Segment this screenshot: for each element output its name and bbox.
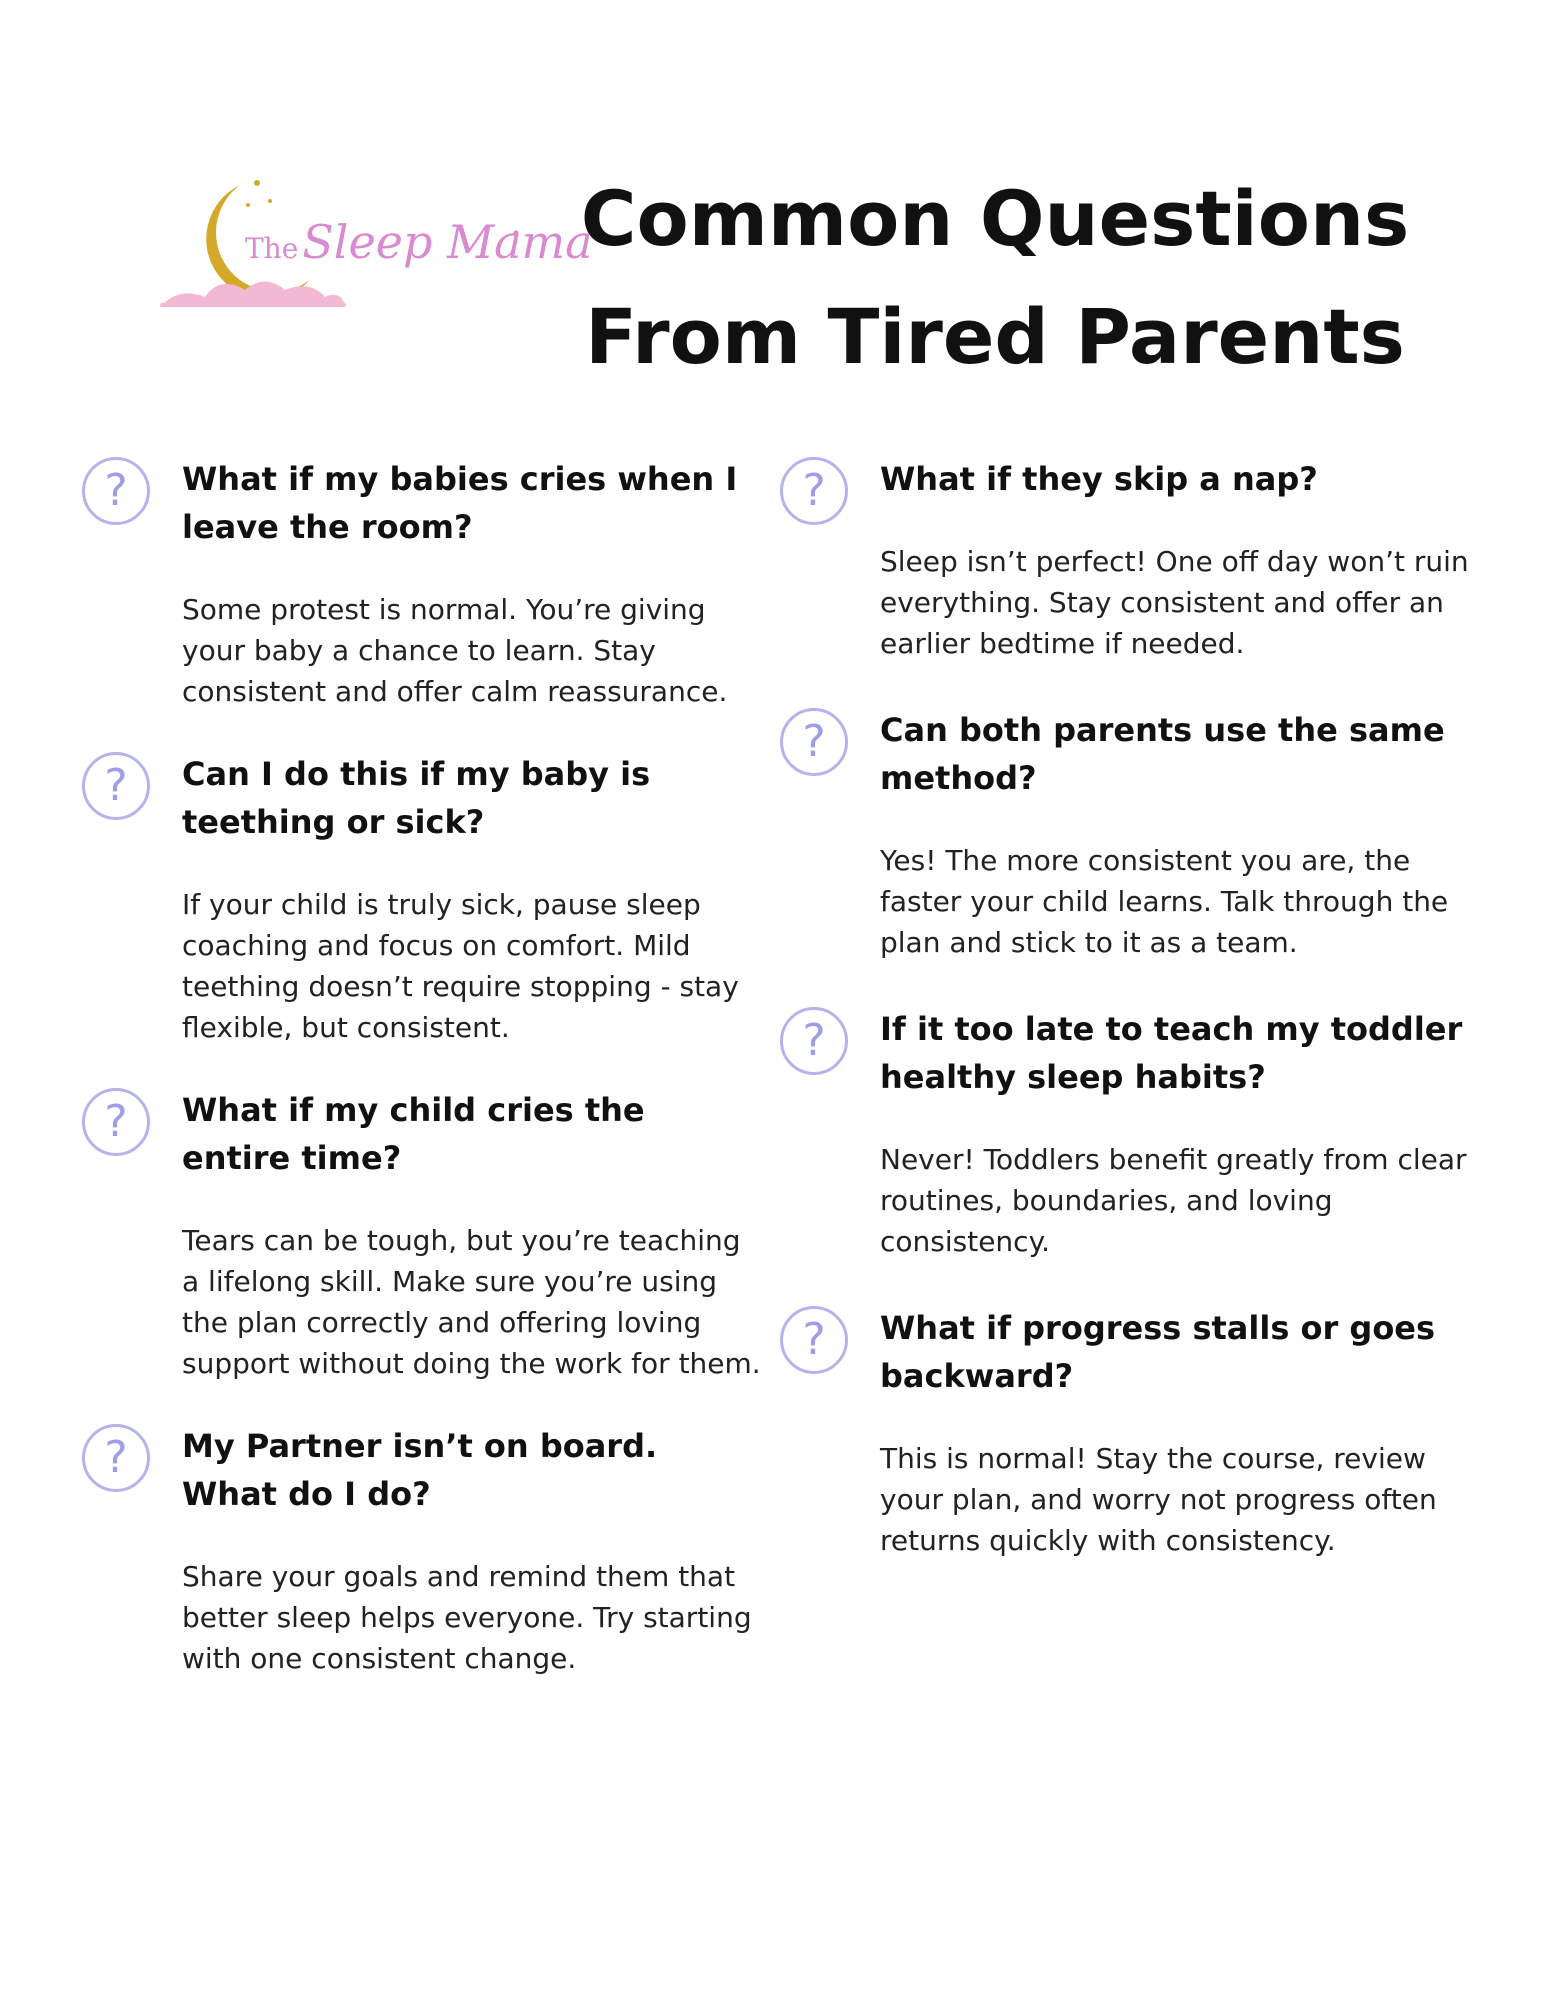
question-circle-icon: ? [780,1306,848,1374]
faq-question: Can both parents use the same method? [880,711,1445,797]
faq-question: My Partner isn’t on board. What do I do? [182,1427,658,1513]
logo-wordmark [245,215,593,269]
faq-answer: If your child is truly sick, pause sleep coaching and focus on comfort. Mild teething doesn’t require stopping - stay flexible, but consistent. [182,888,739,1044]
logo-the-text: The [245,232,299,265]
logo-name-text: Sleep Mama [302,215,593,269]
question-circle-icon: ? [82,1424,150,1492]
question-circle-icon: ? [780,1007,848,1075]
page-title-line-1: Common Questions [580,174,1410,263]
faq-answer: Sleep isn’t perfect! One off day won’t ruin everything. Stay consistent and offer an earlier bedtime if needed. [880,545,1469,660]
page-title-line-2: From Tired Parents [585,292,1405,381]
faq-question: What if they skip a nap? [880,460,1318,498]
question-circle-icon: ? [82,752,150,820]
faq-question: What if my child cries the entire time? [182,1091,645,1177]
faq-answer: Share your goals and remind them that better sleep helps everyone. Try starting with one consistent change. [182,1560,752,1675]
faq-answer: Yes! The more consistent you are, the faster your child learns. Talk through the plan and stick to it as a team. [880,844,1449,959]
question-circle-icon: ? [82,457,150,525]
question-circle-icon: ? [780,457,848,525]
faq-item [780,455,1480,664]
brand-logo [160,175,593,325]
faq-answer: Tears can be tough, but you’re teaching a lifelong skill. Make sure you’re using the plan correctly and offering loving support without doing the work for them. [182,1224,761,1380]
faq-question: What if progress stalls or goes backward? [880,1309,1436,1395]
faq-item [780,706,1480,963]
right-column [780,455,1480,1603]
faq-item [780,1304,1480,1561]
faq-question: If it too late to teach my toddler healthy sleep habits? [880,1010,1463,1096]
faq-item [82,1422,762,1679]
faq-question: Can I do this if my baby is teething or sick? [182,755,651,841]
question-circle-icon: ? [82,1088,150,1156]
faq-answer: This is normal! Stay the course, review your plan, and worry not progress often returns quickly with consistency. [880,1442,1437,1557]
faq-item [82,1086,762,1384]
faq-answer: Never! Toddlers benefit greatly from clear routines, boundaries, and loving consistency. [880,1143,1467,1258]
question-circle-icon: ? [780,708,848,776]
faq-item [82,455,762,712]
faq-answer: Some protest is normal. You’re giving your baby a chance to learn. Stay consistent and offer calm reassurance. [182,593,728,708]
faq-item [780,1005,1480,1262]
faq-item [82,750,762,1048]
page-title [545,160,1445,396]
left-column [82,455,762,1717]
faq-question: What if my babies cries when I leave the room? [182,460,738,546]
